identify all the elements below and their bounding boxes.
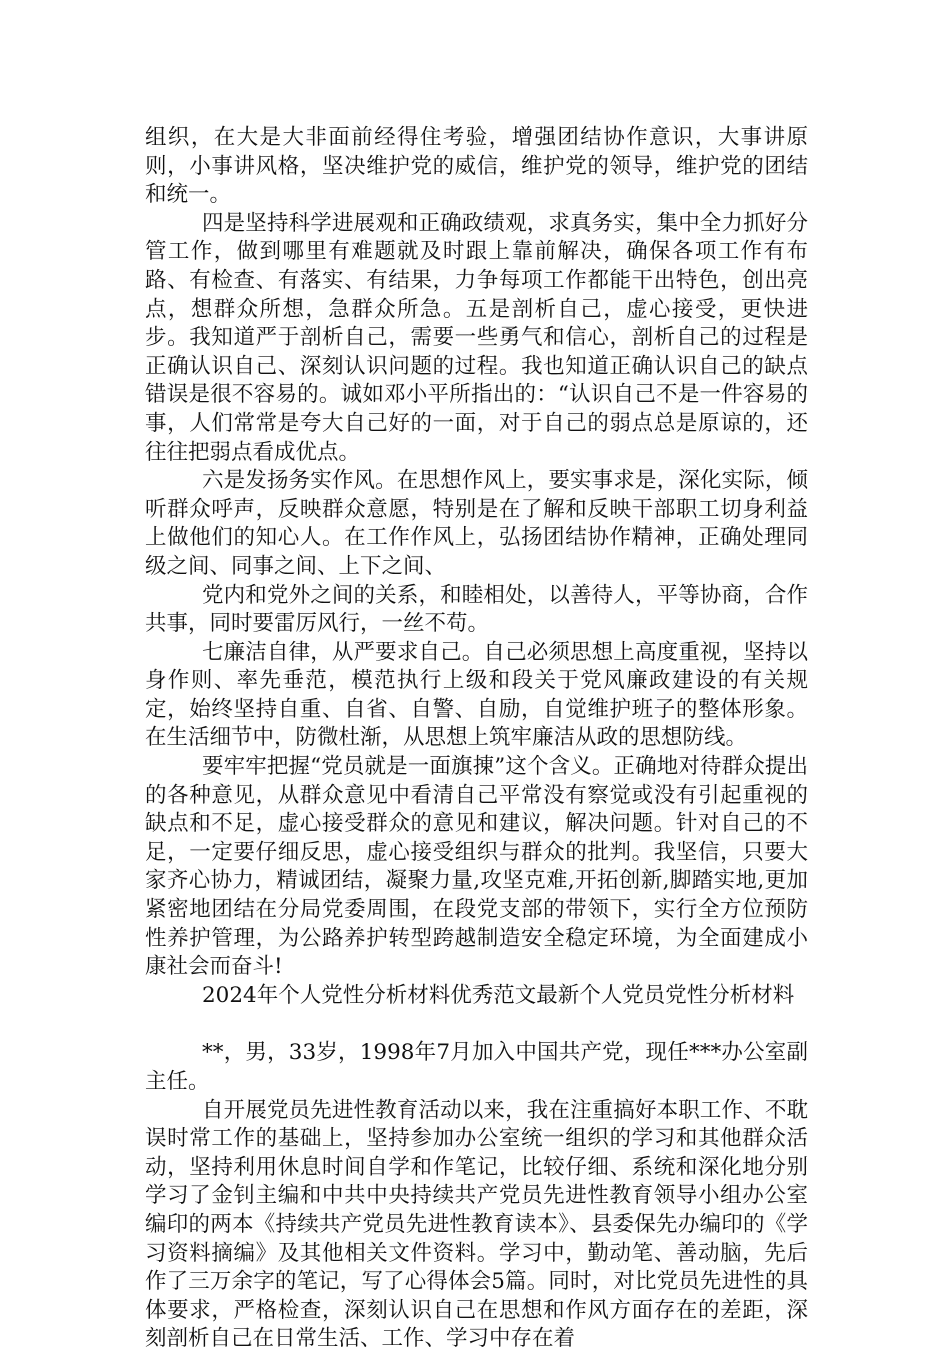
document-body [145,124,808,1354]
section-title: 2024年个人党性分析材料优秀范文最新个人党员党性分析材料 [202,982,795,1008]
paragraph-point-six-continued: 党内和党外之间的关系，和睦相处，以善待人，平等协商，合作共事，同时要雷厉风行，一丝不苟。 [145,582,808,637]
paragraph-point-four-five: 四是坚持科学进展观和正确政绩观，求真务实，集中全力抓好分管工作，做到哪里有难题就及时跟上靠前解决，确保各项工作有布路、有检查、有落实、有结果，力争每项工作都能干出特色，创出亮点，想群众所想，急群众所急。五是剖析自己，虚心接受，更快进步。我知道严于剖析自己，需要一些勇气和信心，剖析自己的过程是正确认识自己、深刻认识问题的过程。我也知道正确认识自己的缺点错误是很不容易的。诚如邓小平所指出的：“认识自己不是一件容易的事，人们常常是夸大自己好的一面，对于自己的弱点总是原谅的，还往往把弱点看成优点。 [145,210,808,465]
blank-line [145,1010,808,1039]
paragraph-point-seven: 七廉洁自律，从严要求自己。自己必须思想上高度重视，坚持以身作则、率先垂范，模范执行上级和段关于党风廉政建设的有关规定，始终坚持自重、自省、自警、自励，自觉维护班子的整体形象。在生活细节中，防微杜渐，从思想上筑牢廉洁从政的思想防线。 [145,639,808,751]
paragraph-study-summary: 自开展党员先进性教育活动以来，我在注重搞好本职工作、不耽误时常工作的基础上，坚持参加办公室统一组织的学习和其他群众活动，坚持利用休息时间自学和作笔记，比较仔细、系统和深化地分别学习了金钊主编和中共中央持续共产党员先进性教育领导小组办公室编印的两本《持续共产党员先进性教育读本》、县委保先办编印的《学习资料摘编》及其他相关文件资料。学习中，勤动笔、善动脑，先后作了三万余字的笔记，写了心得体会5篇。同时，对比党员先进性的具体要求，严格检查，深刻认识自己在思想和作风方面存在的差距，深刻剖析自己在日常生活、工作、学习中存在着 [145,1097,808,1352]
paragraph-personal-info: **，男，33岁，1998年7月加入中国共产党，现任***办公室副主任。 [145,1040,808,1094]
paragraph-conclusion: 要牢牢把握“党员就是一面旗㨂”这个含义。正确地对待群众提出的各种意见，从群众意见中看清自己平常没有察觉或没有引起重视的缺点和不足，虚心接受群众的意见和建议，解决问题。针对自己的不足，一定要仔细反思，虚心接受组织与群众的批判。我坚信，只要大家齐心协力，精诚团结，凝聚力量,攻坚克难,开拓创新,脚踏实地,更加紧密地团结在分局党委周围，在段党支部的带领下，实行全方位预防性养护管理，为公路养护转型跨越制造安全稳定环境，为全面建成小康社会而奋斗! [145,754,808,980]
paragraph-point-six: 六是发扬务实作风。在思想作风上，要实事求是，深化实际，倾听群众呼声，反映群众意愿，特别是在了解和反映干部职工切身利益上做他们的知心人。在工作作风上，弘扬团结协作精神，正确处理同级之间、同事之间、上下之间、 [145,468,808,579]
paragraph-continuation: 组织，在大是大非面前经得住考验，增强团结协作意识，大事讲原则，小事讲风格，坚决维护党的威信，维护党的领导，维护党的团结和统一。 [145,125,808,208]
